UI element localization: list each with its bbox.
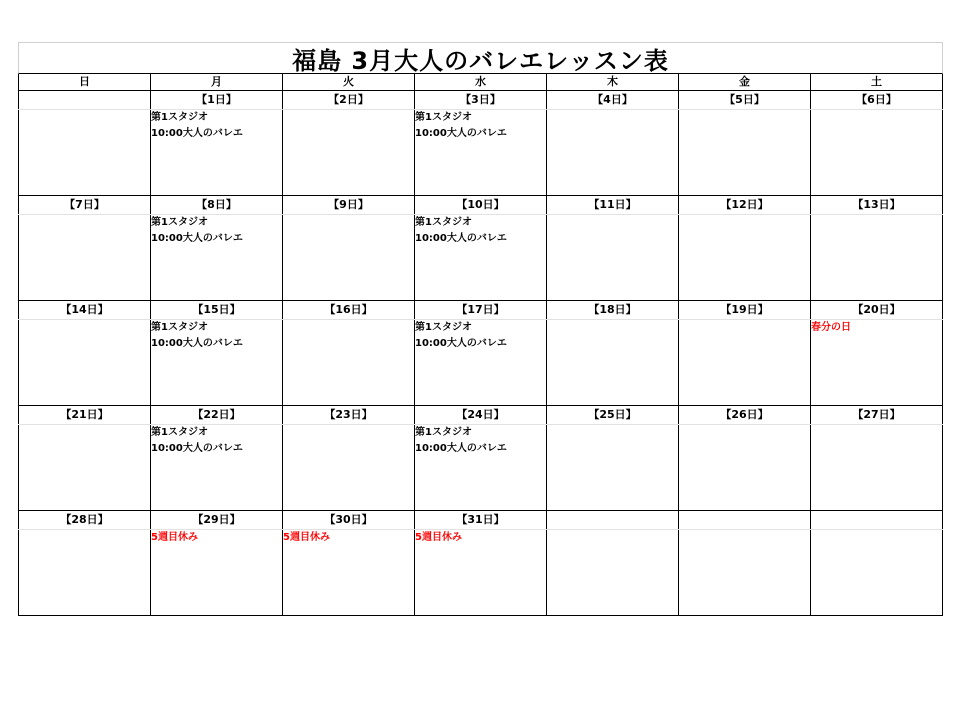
lesson-line: 10:00大人のバレエ xyxy=(415,443,507,454)
day-cell xyxy=(679,110,811,196)
day-label: 【24日】 xyxy=(415,406,547,425)
day-cell xyxy=(151,215,283,301)
day-label: 【23日】 xyxy=(283,406,415,425)
day-cell xyxy=(151,110,283,196)
day-label: 【14日】 xyxy=(19,301,151,320)
week-date-row xyxy=(19,511,943,530)
day-label: 【20日】 xyxy=(811,301,943,320)
day-cell xyxy=(547,215,679,301)
lesson-line: 第1スタジオ xyxy=(415,427,472,438)
day-cell xyxy=(19,425,151,511)
week-content-row xyxy=(19,530,943,616)
day-label: 【22日】 xyxy=(151,406,283,425)
weekday-fri: 金 xyxy=(679,74,811,91)
lesson-line: 10:00大人のバレエ xyxy=(415,338,507,349)
day-cell xyxy=(283,425,415,511)
week-date-row xyxy=(19,91,943,110)
day-cell xyxy=(679,215,811,301)
day-cell xyxy=(547,425,679,511)
day-label: 【5日】 xyxy=(679,91,811,110)
week-content-row xyxy=(19,215,943,301)
day-cell xyxy=(19,215,151,301)
weekday-mon: 月 xyxy=(151,74,283,91)
day-label xyxy=(679,511,811,530)
week-date-row xyxy=(19,301,943,320)
week-content-row xyxy=(19,425,943,511)
day-cell xyxy=(811,215,943,301)
calendar-body xyxy=(19,91,943,616)
week-date-row xyxy=(19,406,943,425)
lesson-line: 第1スタジオ xyxy=(415,112,472,123)
lesson-line: 第1スタジオ xyxy=(151,217,208,228)
day-cell xyxy=(151,320,283,406)
weekday-tue: 火 xyxy=(283,74,415,91)
page-title: 福島 3月大人のバレエレッスン表 xyxy=(18,42,943,74)
day-cell xyxy=(811,110,943,196)
lesson-line: 10:00大人のバレエ xyxy=(415,128,507,139)
day-label: 【6日】 xyxy=(811,91,943,110)
day-label: 【17日】 xyxy=(415,301,547,320)
lesson-line: 第1スタジオ xyxy=(415,217,472,228)
day-cell xyxy=(283,530,415,616)
day-cell xyxy=(19,110,151,196)
lesson-line: 第1スタジオ xyxy=(151,112,208,123)
lesson-line: 第1スタジオ xyxy=(151,427,208,438)
day-label: 【29日】 xyxy=(151,511,283,530)
day-cell xyxy=(811,530,943,616)
day-label: 【13日】 xyxy=(811,196,943,215)
weekday-sun: 日 xyxy=(19,74,151,91)
weekday-sat: 土 xyxy=(811,74,943,91)
weekday-thu: 木 xyxy=(547,74,679,91)
lesson-line: 10:00大人のバレエ xyxy=(151,233,243,244)
week-date-row xyxy=(19,196,943,215)
day-cell xyxy=(415,110,547,196)
day-label xyxy=(19,91,151,110)
day-cell xyxy=(415,320,547,406)
day-label: 【3日】 xyxy=(415,91,547,110)
day-label xyxy=(811,511,943,530)
day-cell xyxy=(547,530,679,616)
day-label: 【1日】 xyxy=(151,91,283,110)
day-cell xyxy=(415,425,547,511)
day-cell xyxy=(151,530,283,616)
day-note: 5週目休み xyxy=(415,532,462,543)
lesson-line: 第1スタジオ xyxy=(151,322,208,333)
weekday-wed: 水 xyxy=(415,74,547,91)
day-label: 【26日】 xyxy=(679,406,811,425)
day-cell xyxy=(679,320,811,406)
day-label: 【18日】 xyxy=(547,301,679,320)
week-content-row xyxy=(19,110,943,196)
day-label: 【12日】 xyxy=(679,196,811,215)
day-note: 5週目休み xyxy=(151,532,198,543)
day-cell xyxy=(679,425,811,511)
day-label: 【21日】 xyxy=(19,406,151,425)
day-cell xyxy=(151,425,283,511)
lesson-line: 10:00大人のバレエ xyxy=(151,128,243,139)
day-cell xyxy=(811,425,943,511)
day-note: 春分の日 xyxy=(811,322,851,333)
day-label: 【7日】 xyxy=(19,196,151,215)
day-cell xyxy=(811,320,943,406)
day-label: 【25日】 xyxy=(547,406,679,425)
day-label: 【16日】 xyxy=(283,301,415,320)
day-label: 【19日】 xyxy=(679,301,811,320)
calendar-table xyxy=(18,74,943,616)
day-cell xyxy=(679,530,811,616)
day-note: 5週目休み xyxy=(283,532,330,543)
day-cell xyxy=(415,530,547,616)
day-cell xyxy=(415,215,547,301)
day-cell xyxy=(547,110,679,196)
day-label: 【8日】 xyxy=(151,196,283,215)
lesson-line: 10:00大人のバレエ xyxy=(151,338,243,349)
week-content-row xyxy=(19,320,943,406)
day-label: 【9日】 xyxy=(283,196,415,215)
lesson-line: 第1スタジオ xyxy=(415,322,472,333)
day-cell xyxy=(547,320,679,406)
day-label: 【15日】 xyxy=(151,301,283,320)
lesson-line: 10:00大人のバレエ xyxy=(415,233,507,244)
day-cell xyxy=(283,110,415,196)
day-label xyxy=(547,511,679,530)
weekday-header-row xyxy=(19,74,943,91)
lesson-line: 10:00大人のバレエ xyxy=(151,443,243,454)
calendar-sheet xyxy=(18,42,943,616)
day-cell xyxy=(19,530,151,616)
day-label: 【2日】 xyxy=(283,91,415,110)
day-label: 【28日】 xyxy=(19,511,151,530)
day-cell xyxy=(283,320,415,406)
day-label: 【10日】 xyxy=(415,196,547,215)
day-label: 【31日】 xyxy=(415,511,547,530)
day-label: 【11日】 xyxy=(547,196,679,215)
day-label: 【4日】 xyxy=(547,91,679,110)
day-label: 【30日】 xyxy=(283,511,415,530)
day-cell xyxy=(283,215,415,301)
day-cell xyxy=(19,320,151,406)
day-label: 【27日】 xyxy=(811,406,943,425)
